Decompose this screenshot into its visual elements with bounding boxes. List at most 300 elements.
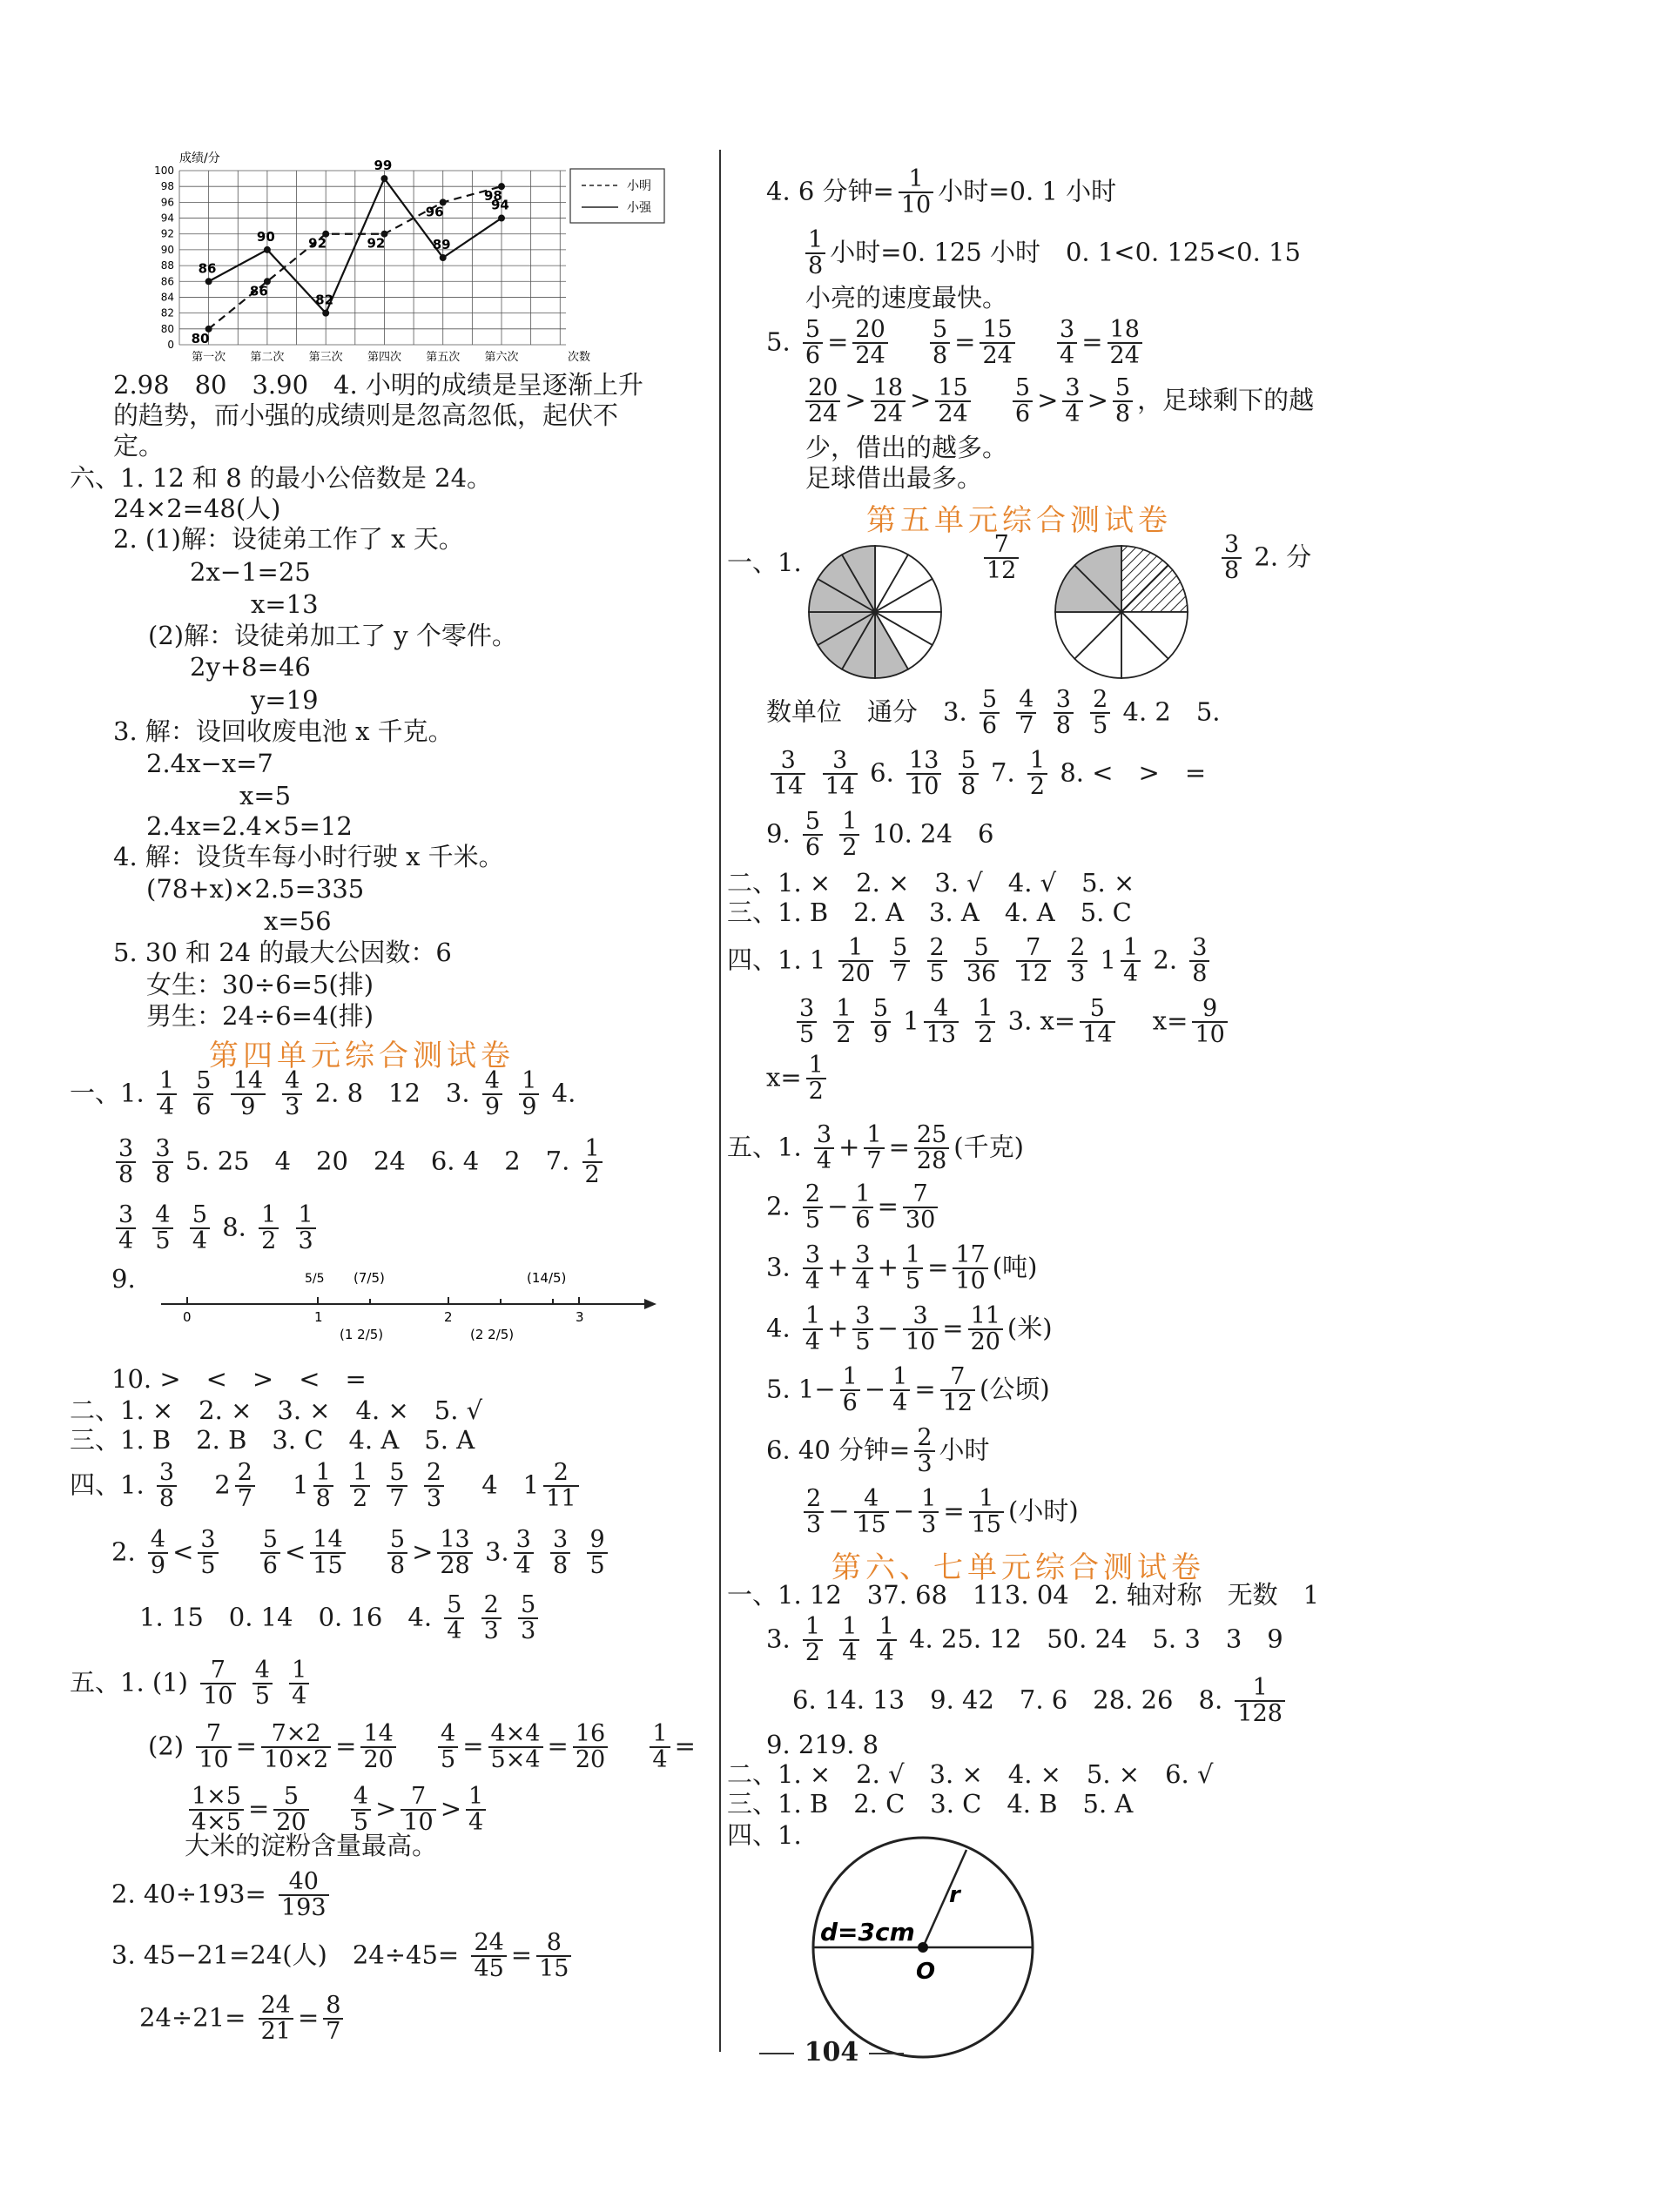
u6-line1: 一、1. 12 37. 68 113. 04 2. 轴对称 无数 1 bbox=[727, 1580, 1320, 1610]
data-label: 98 bbox=[484, 188, 502, 205]
fraction: $\frac{3}{4}$ bbox=[852, 1243, 872, 1294]
fraction: $\frac{5}{20}$ bbox=[273, 1785, 308, 1836]
data-point bbox=[498, 215, 505, 222]
label: 2. bbox=[766, 1191, 791, 1221]
line: x=13 bbox=[251, 589, 319, 619]
nl-7-5: (7/5) bbox=[353, 1270, 385, 1286]
fraction: $\frac{3}{8}$ bbox=[1054, 688, 1074, 739]
u4-line14: 大米的淀粉含量最高。 bbox=[185, 1831, 438, 1860]
fraction: $\frac{1}{3}$ bbox=[919, 1487, 939, 1538]
fraction: $\frac{4}{3}$ bbox=[282, 1069, 302, 1120]
y-tick-label: 82 bbox=[160, 306, 174, 319]
fraction: $\frac{1}{2}$ bbox=[259, 1203, 279, 1254]
fraction: $\frac{7}{30}$ bbox=[903, 1182, 938, 1234]
line: 的趋势，而小强的成绩则是忽高忽低，起伏不 bbox=[113, 400, 619, 430]
nl-1: 1 bbox=[314, 1309, 323, 1325]
data-label: 86 bbox=[198, 260, 217, 277]
label: (2) bbox=[148, 1731, 185, 1761]
u4-line11 bbox=[70, 1658, 313, 1710]
fraction: $\frac{1}{4}$ bbox=[803, 1304, 823, 1355]
label: 4. bbox=[766, 1313, 791, 1343]
u4-line13: $\frac{1\times 5}{4\times 5}$ = $\frac{5}{20}$ $\frac{4}{5}$ > $\frac{7}{10}$ > $\frac{1}{4}$ bbox=[185, 1785, 490, 1836]
fraction: $\frac{5}{14}$ bbox=[1080, 997, 1114, 1048]
fraction: $\frac{1}{20}$ bbox=[838, 936, 873, 987]
text: 4. bbox=[551, 1078, 576, 1108]
fraction: $\frac{3}{4}$ bbox=[1062, 376, 1082, 427]
x-tick-label: 第一次 bbox=[192, 351, 226, 364]
r-line4: 5. $\frac{5}{6}$ = $\frac{20}{24}$ $\frac{5}{8}$ = $\frac{15}{24}$ $\frac{3}{4}$ = $\frac{18}{24}$ bbox=[766, 318, 1147, 369]
text: 5. 25 4 20 24 6. 4 2 7. bbox=[185, 1146, 570, 1176]
x-tick-label: 第五次 bbox=[426, 351, 461, 364]
u5-line1b bbox=[1217, 533, 1311, 584]
u4-line16: 3. 45−21=24(人) 24÷45= $\frac{24}{45}$ = $\frac{8}{15}$ bbox=[111, 1931, 576, 1982]
u5-w1: 五、1. $\frac{3}{4}$ + $\frac{1}{7}$ = $\frac{25}{28}$ (千克) bbox=[727, 1121, 1024, 1175]
fraction: $\frac{3}{8}$ bbox=[550, 1528, 570, 1579]
fraction: $\frac{5}{6}$ bbox=[980, 688, 1000, 739]
u5-line4 bbox=[766, 810, 993, 861]
fraction: $\frac{2}{5}$ bbox=[927, 936, 947, 987]
text: 24÷21= bbox=[139, 2002, 246, 2033]
text: 3. 45−21=24(人) 24÷45= bbox=[111, 1940, 460, 1970]
number-line bbox=[157, 1261, 662, 1348]
data-point bbox=[322, 310, 329, 317]
fraction: $\frac{7}{10}$ bbox=[196, 1722, 231, 1773]
fraction: $\frac{4}{5}$ bbox=[152, 1203, 172, 1254]
u5-line1-label: 一、1. bbox=[727, 548, 802, 577]
nl-1-2-5: (1 2/5) bbox=[340, 1327, 384, 1342]
y-tick-label: 88 bbox=[160, 259, 174, 272]
u5-w5: 5. 1− $\frac{1}{6}$ − $\frac{1}{4}$ = $\frac{7}{12}$ (公顷) bbox=[766, 1363, 1050, 1417]
fraction: $\frac{3}{8}$ bbox=[116, 1137, 136, 1188]
u6-line7: 四、1. bbox=[727, 1820, 802, 1850]
nl-14-5: (14/5) bbox=[527, 1270, 567, 1286]
y-tick-label: 92 bbox=[160, 227, 174, 240]
fraction: $\frac{20}{24}$ bbox=[852, 318, 887, 369]
y-tick-label: 84 bbox=[160, 291, 174, 304]
circle-12-parts bbox=[805, 542, 945, 682]
text: 2. bbox=[1153, 945, 1178, 975]
fraction: $\frac{1}{2}$ bbox=[806, 1053, 826, 1105]
u6-line4: 9. 219. 8 bbox=[766, 1730, 879, 1759]
legend-xiaoqiang: 小强 bbox=[627, 201, 651, 215]
fraction: $\frac{18}{24}$ bbox=[1108, 318, 1142, 369]
x-tick-label: 第二次 bbox=[250, 351, 285, 364]
fraction: $\frac{3}{14}$ bbox=[771, 749, 805, 800]
u5-line6: 三、1. B 2. A 3. A 4. A 5. C bbox=[727, 898, 1132, 927]
text: 2. 8 12 3. bbox=[314, 1078, 470, 1108]
u5-line8: $\frac{3}{5}$ $\frac{1}{2}$ $\frac{5}{9}$ 1 $\frac{4}{13}$ $\frac{1}{2}$ 3. x= $\frac{5}{14}$ x= $\frac{9}{10}$ bbox=[792, 997, 1232, 1048]
fraction: $\frac{7}{12}$ bbox=[984, 533, 1019, 584]
data-label: 86 bbox=[249, 283, 268, 299]
line: y=19 bbox=[251, 685, 319, 715]
fraction: $\frac{5}{9}$ bbox=[871, 997, 891, 1048]
r-line2 bbox=[801, 228, 1301, 279]
text: 小时=0. 125 小时 0. 1<0. 125<0. 15 bbox=[830, 237, 1301, 267]
unit5-title: 第五单元综合测试卷 bbox=[866, 503, 1172, 538]
fraction: $\frac{1}{2}$ bbox=[1027, 749, 1047, 800]
unit: (小时) bbox=[1008, 1496, 1079, 1526]
fraction: $\frac{7\times 2}{10\times 2}$ bbox=[261, 1722, 331, 1773]
data-label: 99 bbox=[374, 158, 393, 174]
u4-line3 bbox=[111, 1203, 320, 1254]
chart-points bbox=[192, 158, 509, 346]
fraction: $\frac{1}{9}$ bbox=[519, 1069, 539, 1120]
line: 定。 bbox=[113, 431, 165, 461]
label: 3. bbox=[766, 1624, 791, 1654]
u4-line12: (2) $\frac{7}{10}$ = $\frac{7\times 2}{10\times 2}$ = $\frac{14}{20}$ $\frac{4}{5}$ = $\frac{4\times 4}{5\times 4}$ = $\frac{16}{20}$ $\frac{1}{4}$ = bbox=[148, 1720, 696, 1774]
nl-0: 0 bbox=[183, 1309, 192, 1325]
fraction: $\frac{1}{4}$ bbox=[289, 1658, 309, 1710]
column-divider bbox=[719, 150, 721, 2052]
page-number bbox=[0, 2037, 1663, 2067]
fraction: $\frac{8}{7}$ bbox=[323, 1993, 343, 2045]
circle-8-parts bbox=[1052, 542, 1191, 682]
fraction: $\frac{3}{8}$ bbox=[152, 1137, 172, 1188]
fraction: $\frac{8}{15}$ bbox=[536, 1931, 571, 1982]
fraction: $\frac{1}{4}$ bbox=[650, 1722, 670, 1773]
fraction: $\frac{25}{28}$ bbox=[914, 1123, 949, 1174]
y-tick-label: 80 bbox=[160, 322, 174, 335]
unit67-title: 第六、七单元综合测试卷 bbox=[832, 1550, 1205, 1585]
u6-line2 bbox=[766, 1615, 1283, 1666]
unit: (吨) bbox=[992, 1252, 1038, 1282]
u4-line7: 三、1. B 2. B 3. C 4. A 5. A bbox=[70, 1425, 475, 1455]
fraction: $\frac{5}{36}$ bbox=[964, 936, 999, 987]
unit: (千克) bbox=[953, 1132, 1024, 1162]
x-tick-label: 第四次 bbox=[367, 351, 401, 364]
fraction: $\frac{3}{4}$ bbox=[803, 1243, 823, 1294]
x-tick-label: 第三次 bbox=[308, 351, 343, 364]
label: 5. bbox=[766, 326, 791, 357]
chart-x-ticks bbox=[192, 350, 590, 364]
text: 小时=0. 1 小时 bbox=[938, 176, 1117, 206]
line: x=56 bbox=[264, 906, 332, 936]
fraction: $\frac{3}{8}$ bbox=[1189, 936, 1209, 987]
label: 3. bbox=[766, 1252, 791, 1282]
fraction: $\frac{7}{12}$ bbox=[940, 1365, 975, 1416]
x-tick-label: 第六次 bbox=[484, 351, 519, 364]
fraction: $\frac{17}{10}$ bbox=[953, 1243, 987, 1294]
y-tick-label: 94 bbox=[160, 212, 174, 225]
y-tick-label: 100 bbox=[154, 165, 174, 177]
fraction: $\frac{2}{3}$ bbox=[804, 1487, 824, 1538]
u4-line17: 24÷21= $\frac{24}{21}$ = $\frac{8}{7}$ bbox=[139, 1993, 347, 2045]
fraction: $\frac{1}{2}$ bbox=[582, 1137, 603, 1188]
circle-diameter-diagram bbox=[792, 1832, 1054, 2063]
fraction: $\frac{16}{20}$ bbox=[573, 1722, 608, 1773]
fraction: $\frac{2}{7}$ bbox=[235, 1461, 255, 1512]
fraction: $\frac{1}{8}$ bbox=[805, 228, 825, 279]
u4-line2 bbox=[111, 1137, 607, 1188]
fraction: $\frac{1}{2}$ bbox=[350, 1461, 370, 1512]
fraction: $\frac{5}{6}$ bbox=[803, 810, 823, 861]
u4-line6: 二、1. × 2. × 3. × 4. × 5. √ bbox=[70, 1395, 483, 1425]
fraction: $\frac{5}{6}$ bbox=[1013, 376, 1033, 427]
fraction: $\frac{3}{8}$ bbox=[1222, 533, 1242, 584]
fraction: $\frac{3}{5}$ bbox=[198, 1528, 218, 1579]
nl-3: 3 bbox=[576, 1309, 584, 1325]
u5-frac-7-12 bbox=[980, 533, 1023, 584]
u4-line4: 9. bbox=[111, 1264, 136, 1294]
text: 8. bbox=[222, 1212, 246, 1242]
fraction: $\frac{1}{6}$ bbox=[840, 1365, 860, 1416]
fraction: $\frac{15}{24}$ bbox=[980, 318, 1014, 369]
fraction: $\frac{1}{4}$ bbox=[1121, 936, 1141, 987]
u5-line5: 二、1. × 2. × 3. √ 4. √ 5. × bbox=[727, 868, 1135, 898]
data-label: 89 bbox=[432, 237, 451, 252]
y-tick-label: 96 bbox=[160, 196, 174, 209]
fraction: $\frac{3}{4}$ bbox=[1057, 318, 1077, 369]
text: 四、1. 1 bbox=[727, 945, 826, 975]
text: 6. 14. 13 9. 42 7. 6 28. 26 8. bbox=[792, 1684, 1223, 1715]
u4-line15 bbox=[111, 1870, 333, 1921]
fraction: $\frac{3}{5}$ bbox=[797, 997, 817, 1048]
fraction: $\frac{1}{4}$ bbox=[839, 1615, 859, 1666]
line: x=5 bbox=[239, 781, 292, 810]
u5-w6 bbox=[766, 1426, 990, 1477]
fraction: $\frac{5}{8}$ bbox=[1113, 376, 1133, 427]
label: 5. 1− bbox=[766, 1374, 836, 1404]
data-label: 92 bbox=[367, 235, 386, 252]
text: 2. 分 bbox=[1254, 541, 1312, 572]
fraction: $\frac{4}{9}$ bbox=[148, 1528, 168, 1579]
fraction: $\frac{3}{8}$ bbox=[157, 1461, 177, 1512]
fraction: $\frac{7}{12}$ bbox=[1016, 936, 1051, 987]
score-line-chart bbox=[131, 148, 688, 370]
fraction: $\frac{40}{193}$ bbox=[279, 1870, 329, 1921]
chart-y-ticks bbox=[154, 165, 174, 351]
fraction: $\frac{9}{5}$ bbox=[587, 1528, 607, 1579]
data-label: 96 bbox=[425, 204, 444, 220]
data-point bbox=[264, 246, 271, 253]
line: 4. 解：设货车每小时行驶 x 千米。 bbox=[113, 842, 504, 871]
fraction: $\frac{9}{10}$ bbox=[1192, 997, 1227, 1048]
fraction: $\frac{2}{3}$ bbox=[914, 1426, 934, 1477]
fraction: $\frac{14}{9}$ bbox=[231, 1069, 266, 1120]
unit: (公顷) bbox=[980, 1374, 1050, 1404]
fraction: $\frac{1}{4}$ bbox=[877, 1615, 897, 1666]
fraction: $\frac{7}{10}$ bbox=[401, 1785, 435, 1836]
fraction: $\frac{3}{4}$ bbox=[814, 1123, 834, 1174]
fraction: $\frac{3}{4}$ bbox=[514, 1528, 534, 1579]
fraction: $\frac{1}{2}$ bbox=[975, 997, 995, 1048]
fraction: $\frac{1}{2}$ bbox=[833, 997, 853, 1048]
fraction: $\frac{1}{4}$ bbox=[157, 1069, 177, 1120]
fraction: $\frac{2}{5}$ bbox=[803, 1182, 823, 1234]
text: x= bbox=[1152, 1005, 1188, 1036]
r-line1 bbox=[766, 167, 1116, 219]
fraction: $\frac{5}{7}$ bbox=[387, 1461, 407, 1512]
fraction: $\frac{15}{24}$ bbox=[935, 376, 970, 427]
fraction: $\frac{1}{3}$ bbox=[296, 1203, 316, 1254]
fraction: $\frac{1}{2}$ bbox=[839, 810, 859, 861]
u5-w2: 2. $\frac{2}{5}$ − $\frac{1}{6}$ = $\frac{7}{30}$ bbox=[766, 1182, 942, 1234]
fraction: $\frac{5}{8}$ bbox=[387, 1528, 407, 1579]
nl-2: 2 bbox=[444, 1309, 453, 1325]
text: 9. bbox=[766, 818, 791, 849]
fraction: $\frac{1}{6}$ bbox=[852, 1182, 872, 1234]
fraction: $\frac{5}{6}$ bbox=[193, 1069, 213, 1120]
line: 5. 30 和 24 的最大公因数：6 bbox=[113, 938, 452, 967]
line: 女生：30÷6=5(排) bbox=[146, 970, 374, 999]
u6-line3 bbox=[792, 1676, 1289, 1727]
fraction: $\frac{1\times 5}{4\times 5}$ bbox=[189, 1785, 244, 1836]
fraction: $\frac{4}{15}$ bbox=[854, 1487, 889, 1538]
line: 3. 解：设回收废电池 x 千克。 bbox=[113, 716, 454, 746]
line: 2x−1=25 bbox=[190, 557, 311, 587]
unit: (米) bbox=[1007, 1313, 1053, 1343]
fraction: $\frac{5}{7}$ bbox=[890, 936, 910, 987]
line: 2y+8=46 bbox=[190, 652, 311, 682]
fraction: $\frac{5}{8}$ bbox=[930, 318, 950, 369]
fraction: $\frac{5}{4}$ bbox=[190, 1203, 210, 1254]
fraction: $\frac{1}{8}$ bbox=[313, 1461, 333, 1512]
r-line7: 足球借出最多。 bbox=[805, 463, 983, 493]
fraction: $\frac{14}{15}$ bbox=[310, 1528, 345, 1579]
u5-w3: 3. $\frac{3}{4}$ + $\frac{3}{4}$ + $\frac{1}{5}$ = $\frac{17}{10}$ (吨) bbox=[766, 1241, 1038, 1295]
fraction: $\frac{5}{6}$ bbox=[803, 318, 823, 369]
text: ，足球剩下的越 bbox=[1137, 385, 1315, 415]
u4-line5: 10. > < > < = bbox=[111, 1364, 367, 1394]
text: 1. 15 0. 14 0. 16 4. bbox=[139, 1602, 433, 1632]
radius-label: r bbox=[949, 1882, 960, 1908]
unit: 小时 bbox=[939, 1435, 990, 1465]
line: 2. (1)解：设徒弟工作了 x 天。 bbox=[113, 524, 464, 554]
fraction: $\frac{2}{11}$ bbox=[543, 1461, 578, 1512]
u4-line1 bbox=[70, 1069, 576, 1120]
text: 7. bbox=[991, 757, 1015, 788]
fraction: $\frac{7}{10}$ bbox=[200, 1658, 235, 1710]
y-tick-label: 86 bbox=[160, 275, 174, 288]
fraction: $\frac{1}{4}$ bbox=[890, 1365, 910, 1416]
page-number-text: 104 bbox=[804, 2037, 859, 2067]
legend-xiaoming: 小明 bbox=[627, 179, 651, 193]
y-tick-label: 0 bbox=[167, 339, 174, 351]
line: 24×2=48(人) bbox=[113, 494, 281, 523]
nl-2-2-5: (2 2/5) bbox=[470, 1327, 515, 1342]
line: 2.98 80 3.90 4. 小明的成绩是呈逐渐上升 bbox=[113, 370, 643, 400]
text: 4. 25. 12 50. 24 5. 3 3 9 bbox=[909, 1624, 1283, 1654]
y-tick-label: 98 bbox=[160, 180, 174, 193]
fraction: $\frac{4}{7}$ bbox=[1016, 688, 1036, 739]
fraction: $\frac{14}{20}$ bbox=[360, 1722, 395, 1773]
r-line6: 少，借出的越多。 bbox=[805, 433, 1008, 462]
label: 6. 40 分钟= bbox=[766, 1435, 911, 1465]
chart-legend bbox=[570, 169, 664, 223]
u4-line9: 2. $\frac{4}{9}$ < $\frac{3}{5}$ $\frac{5}{6}$ < $\frac{14}{15}$ $\frac{5}{8}$ > $\frac{13}{28}$ 3. $\frac{3}{4}$ $\frac{3}{8}$ $\frac{9}{5}$ bbox=[111, 1528, 612, 1579]
text: 3. x= bbox=[1007, 1005, 1076, 1036]
fraction: $\frac{5}{6}$ bbox=[260, 1528, 280, 1579]
data-label: 80 bbox=[191, 330, 210, 346]
unit4-title: 第四单元综合测试卷 bbox=[209, 1039, 515, 1073]
data-label: 90 bbox=[256, 228, 275, 245]
fraction: $\frac{1}{5}$ bbox=[903, 1243, 923, 1294]
fraction: $\frac{3}{4}$ bbox=[116, 1203, 136, 1254]
u5-line7: 四、1. 1 $\frac{1}{20}$ $\frac{5}{7}$ $\frac{2}{5}$ $\frac{5}{36}$ $\frac{7}{12}$ $\frac{2}{3}$ 1 $\frac{1}{4}$ 2. $\frac{3}{8}$ bbox=[727, 936, 1214, 987]
text: 4. 6 分钟= bbox=[766, 176, 894, 206]
fraction: $\frac{4}{5}$ bbox=[351, 1785, 371, 1836]
label: 五、1. bbox=[727, 1132, 802, 1162]
label: 2. bbox=[111, 1536, 136, 1567]
fraction: $\frac{2}{3}$ bbox=[424, 1461, 444, 1512]
y-tick-label: 90 bbox=[160, 243, 174, 256]
u4-line10 bbox=[139, 1593, 542, 1644]
line: (2)解：设徒弟加工了 y 个零件。 bbox=[148, 621, 517, 650]
fraction: $\frac{4}{5}$ bbox=[438, 1722, 458, 1773]
fraction: $\frac{1}{128}$ bbox=[1235, 1676, 1285, 1727]
fraction: $\frac{1}{2}$ bbox=[803, 1615, 823, 1666]
text: 数单位 通分 3. bbox=[766, 696, 967, 727]
fraction: $\frac{5}{8}$ bbox=[959, 749, 979, 800]
line: 六、1. 12 和 8 的最小公倍数是 24。 bbox=[70, 463, 493, 493]
fraction: $\frac{3}{14}$ bbox=[823, 749, 858, 800]
data-point bbox=[380, 175, 387, 182]
text: 8. < > = bbox=[1060, 757, 1207, 788]
u4-line8: 四、1. $\frac{3}{8}$ 2 $\frac{2}{7}$ 1 $\frac{1}{8}$ $\frac{1}{2}$ $\frac{5}{7}$ $\frac{2}{3}$ 4 1 $\frac{2}{11}$ bbox=[70, 1461, 583, 1512]
fraction: $\frac{18}{24}$ bbox=[871, 376, 906, 427]
data-point bbox=[205, 278, 212, 285]
r-line5: $\frac{20}{24}$ > $\frac{18}{24}$ > $\frac{15}{24}$ $\frac{5}{6}$ > $\frac{3}{4}$ > $\frac{5}{8}$ ，足球剩下的越 bbox=[801, 376, 1314, 427]
x-axis-label: 次数 bbox=[568, 351, 591, 364]
fraction: $\frac{4}{5}$ bbox=[252, 1658, 273, 1710]
text: 2. 40÷193= bbox=[111, 1879, 266, 1909]
line: 2.4x−x=7 bbox=[146, 749, 273, 778]
u5-line3 bbox=[766, 749, 1206, 800]
u5-line2 bbox=[766, 688, 1221, 739]
label: 五、1. (1) bbox=[70, 1667, 188, 1698]
u5-w7: $\frac{2}{3}$ − $\frac{4}{15}$ − $\frac{1}{3}$ = $\frac{1}{15}$ (小时) bbox=[799, 1487, 1079, 1538]
text: 6. bbox=[870, 757, 894, 788]
label: 四、1. bbox=[70, 1469, 145, 1500]
fraction: $\frac{3}{5}$ bbox=[852, 1304, 872, 1355]
chart-ylabel: 成绩/分 bbox=[179, 151, 220, 165]
u5-w4: 4. $\frac{1}{4}$ + $\frac{3}{5}$ − $\frac{3}{10}$ = $\frac{11}{20}$ (米) bbox=[766, 1302, 1053, 1356]
fraction: $\frac{24}{45}$ bbox=[471, 1931, 506, 1982]
u6-line6: 三、1. B 2. C 3. C 4. B 5. A bbox=[727, 1789, 1134, 1819]
data-label: 92 bbox=[308, 235, 327, 252]
fraction: $\frac{4}{13}$ bbox=[924, 997, 959, 1048]
fraction: $\frac{2}{5}$ bbox=[1090, 688, 1110, 739]
fraction: $\frac{5}{3}$ bbox=[518, 1593, 538, 1644]
fraction: $\frac{2}{3}$ bbox=[481, 1593, 502, 1644]
data-label: 82 bbox=[315, 292, 334, 308]
fraction: $\frac{2}{3}$ bbox=[1067, 936, 1087, 987]
fraction: $\frac{13}{28}$ bbox=[437, 1528, 472, 1579]
r-line3: 小亮的速度最快。 bbox=[805, 283, 1008, 313]
fraction: $\frac{24}{21}$ bbox=[259, 1993, 293, 2045]
fraction: $\frac{1}{4}$ bbox=[466, 1785, 486, 1836]
data-label: 94 bbox=[491, 197, 509, 213]
fraction: $\frac{5}{4}$ bbox=[444, 1593, 464, 1644]
line: 男生：24÷6=4(排) bbox=[146, 1001, 374, 1031]
fraction: $\frac{1}{7}$ bbox=[864, 1123, 884, 1174]
fraction: $\frac{1}{10}$ bbox=[899, 167, 933, 219]
text: 4. 2 5. bbox=[1122, 696, 1221, 727]
u5-line9 bbox=[766, 1053, 831, 1105]
fraction: $\frac{11}{20}$ bbox=[968, 1304, 1003, 1355]
data-point bbox=[440, 254, 447, 261]
line: (78+x)×2.5=335 bbox=[146, 874, 365, 904]
fraction: $\frac{13}{10}$ bbox=[906, 749, 941, 800]
fraction: $\frac{20}{24}$ bbox=[805, 376, 840, 427]
diameter-label: d=3cm bbox=[820, 1918, 915, 1946]
nl-5-5: 5/5 bbox=[305, 1272, 325, 1286]
text: 10. 24 6 bbox=[872, 818, 994, 849]
u6-line5: 二、1. × 2. √ 3. × 4. × 5. × 6. √ bbox=[727, 1759, 1214, 1789]
fraction: $\frac{4\times 4}{5\times 4}$ bbox=[488, 1722, 543, 1773]
line: 2.4x=2.4×5=12 bbox=[146, 811, 353, 841]
fraction: $\frac{1}{15}$ bbox=[969, 1487, 1004, 1538]
